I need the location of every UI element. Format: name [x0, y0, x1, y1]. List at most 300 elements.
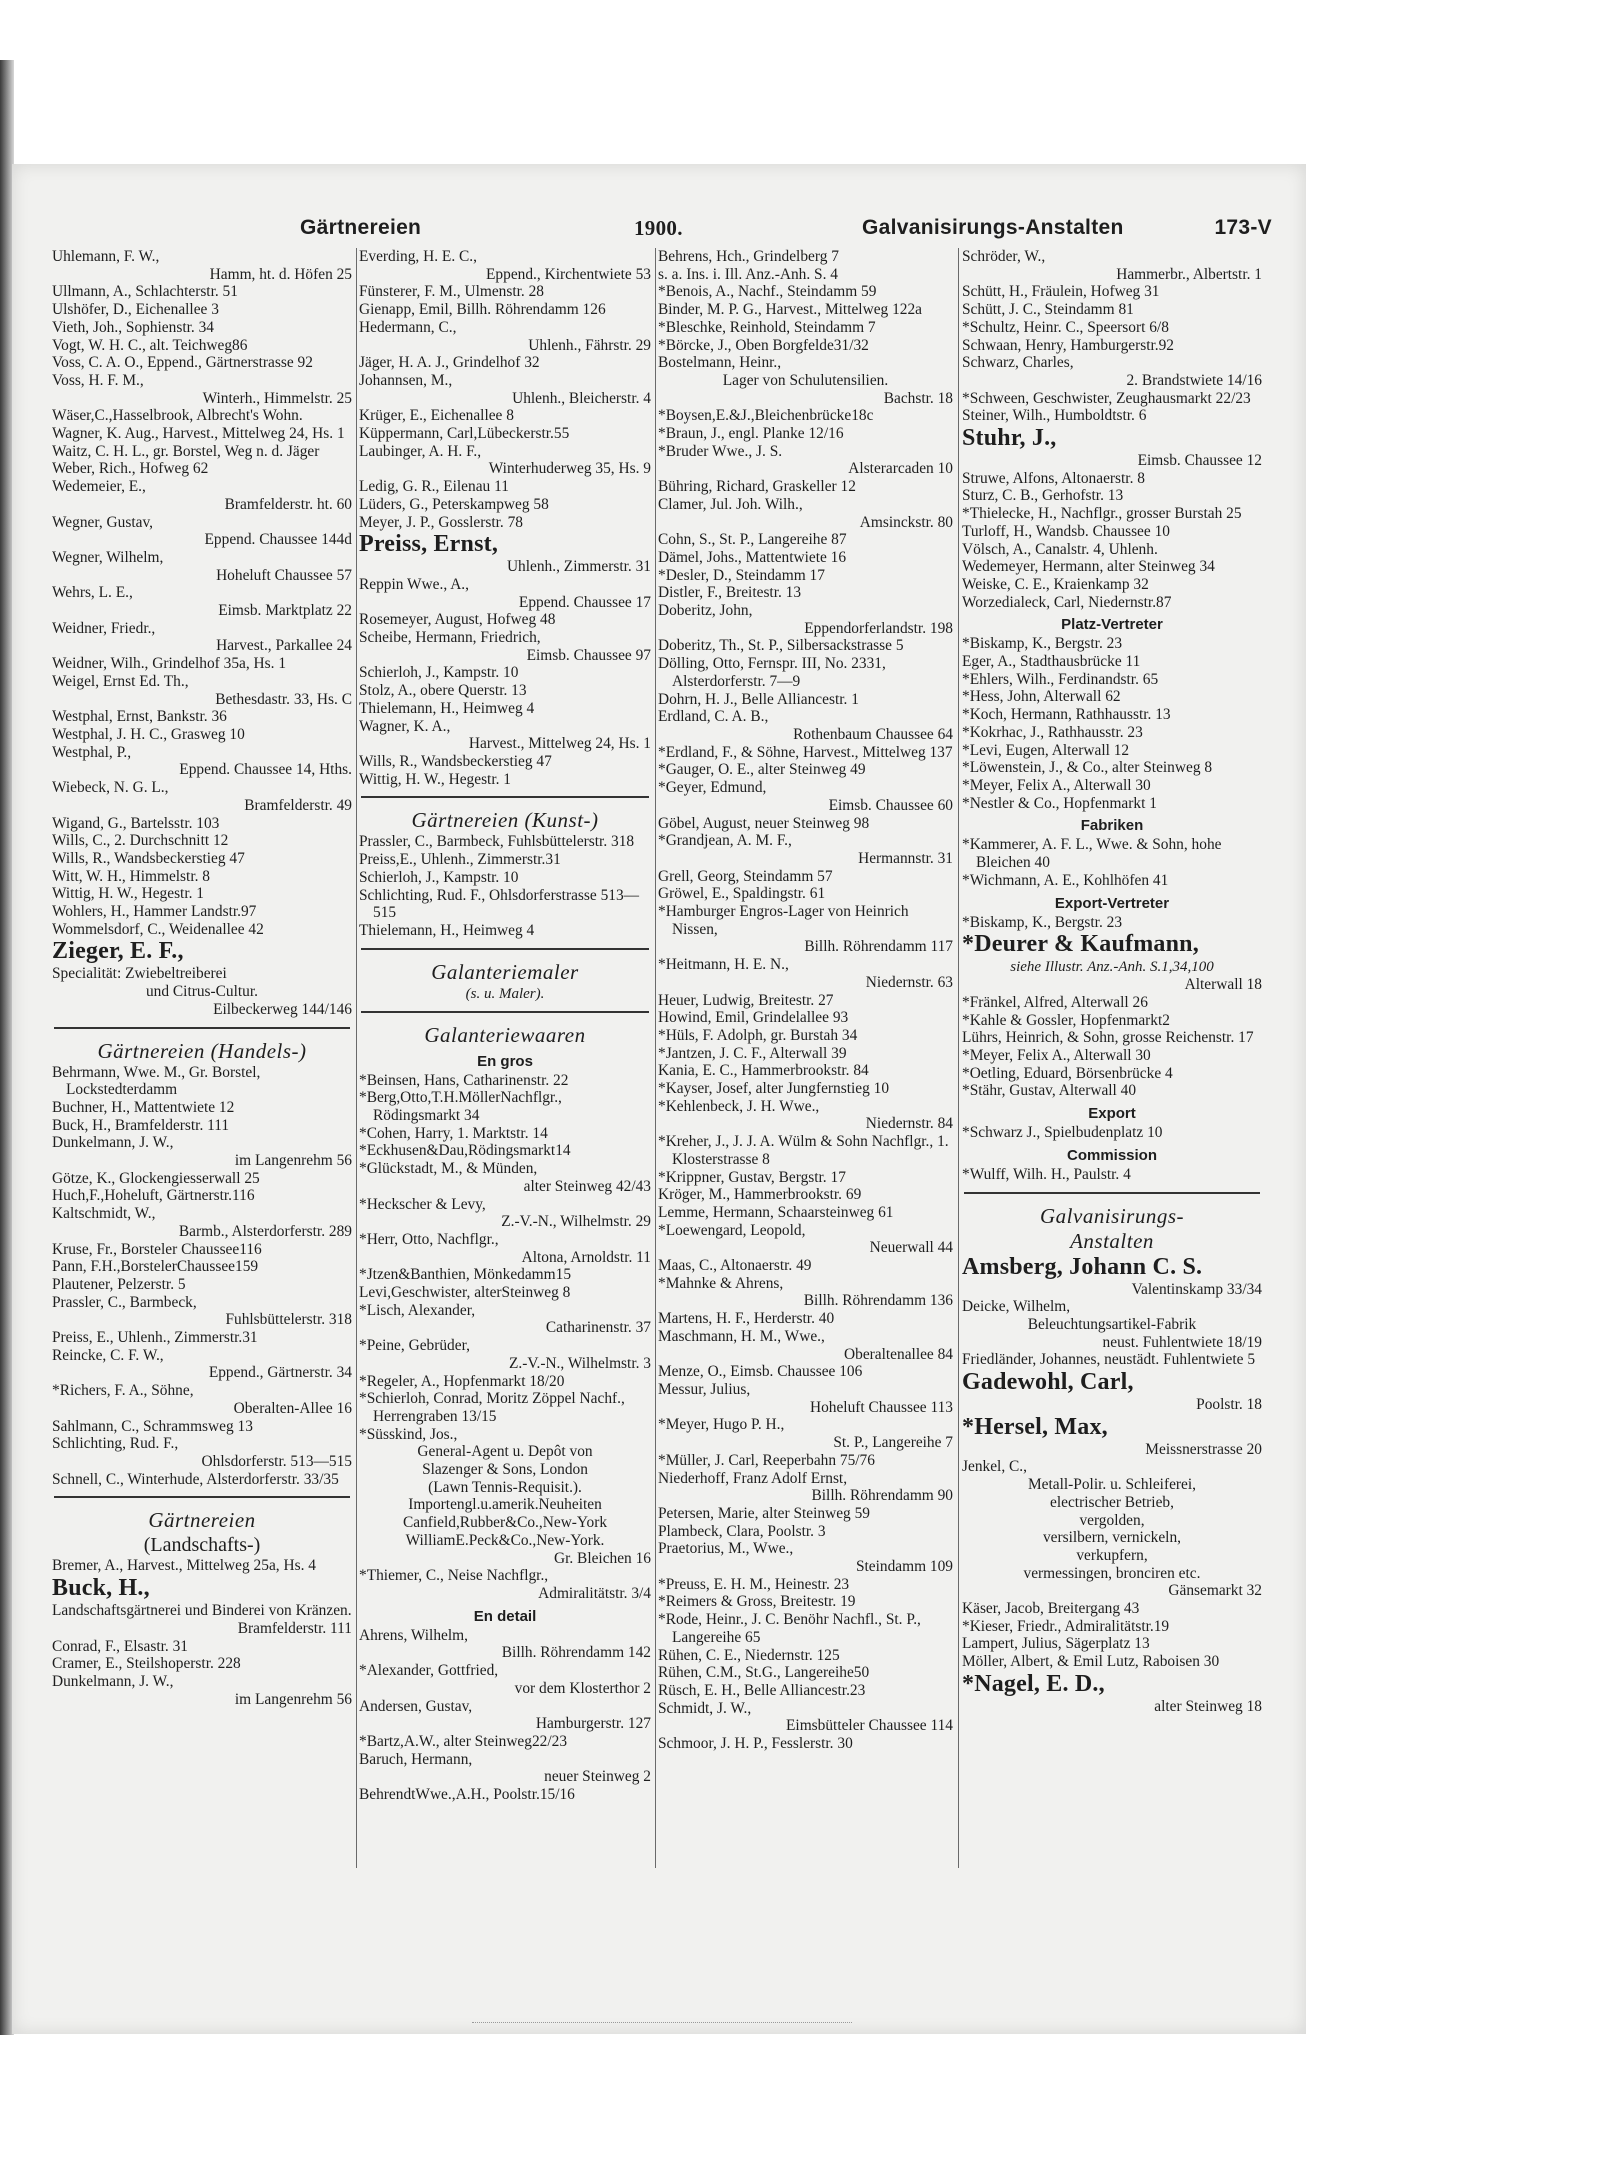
directory-entry [359, 1786, 651, 1804]
entry-continuation [962, 1547, 1262, 1565]
entry-text: Schlichting, Rud. F., Ohlsdorferstrasse 513—515 [359, 886, 640, 922]
entry-text: *Benois, A., Nachf., Steindamm 59 [658, 283, 877, 301]
entry-text: Martens, H. F., Herderstr. 40 [658, 1310, 835, 1328]
featured-entry [962, 1254, 1262, 1281]
directory-entry [359, 478, 651, 496]
entry-address: Eppend., Kirchentwiete 53 [486, 265, 651, 283]
directory-entry [359, 682, 651, 700]
directory-entry [359, 354, 651, 372]
section-rule [964, 1192, 1260, 1194]
directory-entry [359, 1390, 651, 1425]
column-rule [958, 248, 959, 1868]
category-heading [359, 1052, 651, 1072]
directory-entry [962, 1166, 1262, 1184]
entry-continuation [359, 1532, 651, 1550]
entry-address: Eimsb. Chaussee 12 [1137, 452, 1262, 470]
entry-text: Waitz, C. H. L., gr. Borstel, Weg n. d. Jäger [52, 442, 320, 460]
entry-text: electrischer Betrieb, [1050, 1493, 1174, 1511]
directory-entry [658, 1310, 953, 1328]
directory-entry [962, 1334, 1262, 1352]
entry-text: Stuhr, J., [962, 425, 1057, 452]
directory-entry [52, 1602, 352, 1637]
entry-text: Everding, H. E. C., [359, 248, 477, 265]
directory-entry [658, 815, 953, 833]
entry-text: Westphal, J. H. C., Grasweg 10 [52, 725, 245, 743]
directory-entry [359, 664, 651, 682]
entry-text: Galanteriemaler [431, 959, 579, 984]
entry-text: *Nagel, E. D., [962, 1670, 1105, 1697]
directory-entry [359, 1196, 651, 1231]
directory-entry [52, 885, 352, 903]
entry-address: Gänsemarkt 32 [1168, 1582, 1262, 1600]
entry-text: Anstalten [1070, 1228, 1154, 1253]
entry-address: Alterwall 18 [1184, 976, 1262, 994]
directory-entry [658, 1169, 953, 1187]
category-heading [962, 816, 1262, 836]
entry-text: Specialität: Zwiebeltreiberei [52, 965, 227, 983]
entry-text: Wagner, K. A., [359, 717, 451, 735]
entry-text: Buchner, H., Mattentwiete 12 [52, 1098, 235, 1116]
entry-address: vor dem Klosterthor 2 [514, 1679, 651, 1697]
entry-text: *Geyer, Edmund, [658, 779, 767, 797]
entry-continuation [359, 1479, 651, 1497]
entry-text: Amsberg, Johann C. S. [962, 1253, 1203, 1280]
directory-entry [359, 611, 651, 629]
entry-continuation [962, 1476, 1262, 1494]
entry-address: Billh. Röhrendamm 90 [811, 1487, 953, 1505]
entry-text: vermessingen, bronciren etc. [1023, 1564, 1201, 1582]
entry-text: Thielemann, H., Heimweg 4 [359, 921, 535, 939]
entry-address: Eimsbütteler Chaussee 114 [786, 1717, 953, 1735]
entry-continuation [359, 1461, 651, 1479]
entry-text: Dohrn, H. J., Belle Alliancestr. 1 [658, 690, 859, 708]
entry-text: Reincke, C. F. W., [52, 1346, 164, 1364]
entry-text: Witt, W. H., Himmelstr. 8 [52, 867, 210, 885]
entry-text: Canfield,Rubber&Co.,New-York [402, 1514, 608, 1532]
entry-text: Schnell, C., Winterhude, Alsterdorferstr. 33/35 [52, 1470, 339, 1488]
entry-address: Meissnerstrasse 20 [1145, 1440, 1262, 1458]
entry-text: *Kreher, J., J. J. A. Wülm & Sohn Nachflgr., 1. Klosterstrasse 8 [658, 1133, 949, 1168]
entry-text: *Cohen, Harry, 1. Marktstr. 14 [359, 1124, 548, 1142]
entry-text: Schierloh, J., Kampstr. 10 [359, 664, 519, 682]
entry-address: Alsterarcaden 10 [848, 460, 953, 478]
directory-entry [962, 1458, 1262, 1476]
directory-entry [658, 1540, 953, 1575]
directory-entry [359, 753, 651, 771]
entry-continuation [359, 1443, 651, 1461]
directory-entry [359, 407, 651, 425]
entry-text: *Loewengard, Leopold, [658, 1221, 806, 1239]
section-subheading [359, 985, 651, 1003]
entry-text: Ullmann, A., Schlachterstr. 51 [52, 283, 238, 301]
directory-entry [52, 1276, 352, 1294]
entry-address: Eimsb. Chaussee 97 [526, 646, 651, 664]
directory-entry [962, 1298, 1262, 1316]
entry-text: Rühen, C. E., Niedernstr. 125 [658, 1646, 840, 1664]
entry-text: *Börcke, J., Oben Borgfelde31/32 [658, 336, 869, 354]
entry-continuation [962, 1565, 1262, 1583]
directory-entry [359, 1266, 651, 1284]
entry-address: Rothenbaum Chaussee 64 [793, 725, 953, 743]
directory-entry [658, 319, 953, 337]
directory-entry [359, 1698, 651, 1733]
entry-text: Howind, Emil, Grindelallee 93 [658, 1009, 849, 1027]
entry-text: *Kehlenbeck, J. H. Wwe., [658, 1097, 820, 1115]
entry-text: Distler, F., Breitestr. 13 [658, 584, 802, 602]
entry-text: Bostelmann, Heinr., [658, 354, 782, 372]
entry-address: Neuerwall 44 [869, 1239, 953, 1257]
directory-entry [962, 872, 1262, 890]
entry-text: *Lisch, Alexander, [359, 1301, 476, 1319]
directory-entry [359, 851, 651, 869]
entry-text: *Bleschke, Reinhold, Steindamm 7 [658, 318, 876, 336]
directory-entry [52, 921, 352, 939]
entry-text: Weber, Rich., Hofweg 62 [52, 460, 209, 478]
entry-text: Heuer, Ludwig, Breitestr. 27 [658, 991, 834, 1009]
directory-entry [658, 1647, 953, 1665]
entry-text: Wehrs, L. E., [52, 584, 133, 602]
directory-entry [658, 478, 953, 496]
entry-text: Doberitz, Th., St. P., Silbersackstrasse 5 [658, 637, 904, 655]
directory-entry [52, 514, 352, 549]
directory-entry [359, 576, 651, 611]
section-heading [962, 1204, 1262, 1229]
entry-text: Jenkel, C., [962, 1458, 1027, 1476]
directory-entry [658, 602, 953, 637]
entry-continuation [658, 372, 953, 390]
entry-address: Z.-V.-N., Wilhelmstr. 3 [508, 1354, 651, 1372]
directory-entry [962, 1618, 1262, 1636]
section-heading [52, 1508, 352, 1533]
header-right-title: Galvanisirungs-Anstalten [862, 216, 1124, 239]
section-heading [962, 1229, 1262, 1254]
entry-continuation [962, 1512, 1262, 1530]
directory-entry [658, 1735, 953, 1753]
entry-address: Bramfelderstr. 49 [244, 796, 352, 814]
directory-entry [52, 407, 352, 425]
entry-text: Laubinger, A. H. F., [359, 442, 482, 460]
entry-text: *Koch, Hermann, Rathhausstr. 13 [962, 706, 1171, 724]
entry-text: Baruch, Hermann, [359, 1750, 473, 1768]
entry-text: *Glückstadt, M., & Münden, [359, 1160, 538, 1178]
directory-entry [962, 319, 1262, 337]
directory-entry [52, 478, 352, 513]
entry-text: Sturz, C. B., Gerhofstr. 13 [962, 487, 1124, 505]
entry-address: Bethesdastr. 33, Hs. C [215, 690, 352, 708]
entry-address: Eilbeckerweg 144/146 [213, 1000, 352, 1018]
entry-address: Harvest., Mittelweg 24, Hs. 1 [468, 735, 651, 753]
header-left-title: Gärtnereien [300, 216, 422, 239]
directory-entry [52, 903, 352, 921]
directory-entry [359, 1337, 651, 1372]
entry-text: Andersen, Gustav, [359, 1697, 473, 1715]
directory-entry [52, 1673, 352, 1708]
directory-entry [658, 1523, 953, 1541]
entry-address: Eppend. Chaussee 14, Hths. [179, 761, 352, 779]
entry-text: Wagner, K. Aug., Harvest., Mittelweg 24, Hs. 1 [52, 425, 345, 443]
entry-text: *Hersel, Max, [962, 1413, 1108, 1440]
entry-text: Küppermann, Carl,Lübeckerstr.55 [359, 425, 570, 443]
directory-entry [359, 869, 651, 887]
directory-entry [658, 1080, 953, 1098]
entry-text: *Bartz,A.W., alter Steinweg22/23 [359, 1732, 568, 1750]
entry-text: *Meyer, Felix A., Alterwall 30 [962, 1047, 1151, 1065]
directory-entry [658, 354, 953, 372]
directory-entry [359, 514, 651, 532]
entry-address: Z.-V.-N., Wilhelmstr. 29 [501, 1213, 651, 1231]
directory-entry [52, 779, 352, 814]
entry-address: Billh. Röhrendamm 117 [804, 938, 953, 956]
directory-entry [658, 1700, 953, 1735]
section-rule [361, 1011, 649, 1013]
directory-entry [52, 868, 352, 886]
entry-text: Lührs, Heinrich, & Sohn, grosse Reichenstr. 17 [962, 1029, 1254, 1047]
directory-entry [962, 390, 1262, 408]
directory-entry [962, 671, 1262, 689]
directory-entry [52, 1347, 352, 1382]
entry-text: Rüsch, E. H., Belle Alliancestr.23 [658, 1681, 866, 1699]
entry-text: En detail [473, 1607, 537, 1625]
entry-address: Fuhlsbüttelerstr. 318 [225, 1311, 352, 1329]
entry-text: Gärtnereien (Handels-) [97, 1038, 307, 1063]
entry-address: St. P., Langereihe 7 [833, 1434, 953, 1452]
entry-address: Eimsb. Chaussee 60 [828, 796, 953, 814]
entry-address: Poolstr. 18 [1196, 1396, 1262, 1414]
entry-text: Export-Vertreter [1054, 894, 1170, 912]
directory-entry [359, 718, 651, 753]
entry-text: Cohn, S., St. P., Langereihe 87 [658, 531, 847, 549]
directory-entry [658, 637, 953, 655]
directory-entry [658, 1222, 953, 1257]
section-heading [52, 1039, 352, 1064]
entry-text: Jäger, H. A. J., Grindelhof 32 [359, 354, 540, 372]
directory-entry [52, 1117, 352, 1135]
directory-entry [359, 443, 651, 478]
entry-text: *Rode, Heinr., J. C. Benöhr Nachfl., St. P., Langereihe 65 [658, 1611, 921, 1646]
directory-entry [962, 1281, 1262, 1299]
entry-text: Preiss,E., Uhlenh., Zimmerstr.31 [359, 851, 561, 869]
entry-text: WilliamE.Peck&Co.,New-York. [405, 1531, 605, 1549]
entry-continuation [962, 1494, 1262, 1512]
directory-entry [359, 1231, 651, 1266]
entry-text: *Boysen,E.&J.,Bleichenbrücke18c [658, 407, 874, 425]
directory-entry [658, 655, 953, 690]
entry-text: *Biskamp, K., Bergstr. 23 [962, 913, 1123, 931]
directory-entry [658, 1045, 953, 1063]
entry-text: Meyer, J. P., Gosslerstr. 78 [359, 513, 523, 531]
featured-entry [359, 531, 651, 558]
entry-address: Hoheluft Chaussee 57 [216, 566, 352, 584]
entry-text: *Beinsen, Hans, Catharinenstr. 22 [359, 1071, 569, 1089]
entry-text: *Nestler & Co., Hopfenmarkt 1 [962, 794, 1157, 812]
directory-entry [658, 1027, 953, 1045]
directory-entry [52, 655, 352, 673]
entry-text: Turloff, H., Wandsb. Chaussee 10 [962, 522, 1170, 540]
entry-text: Hedermann, C., [359, 318, 457, 336]
directory-entry [962, 1124, 1262, 1142]
directory-entry [52, 1471, 352, 1489]
directory-entry [962, 1600, 1262, 1618]
entry-text: Götze, K., Glockengiesserwall 25 [52, 1169, 260, 1187]
directory-entry [962, 523, 1262, 541]
entry-text: Steiner, Wilh., Humboldtstr. 6 [962, 407, 1147, 425]
directory-entry [962, 1698, 1262, 1716]
category-heading [962, 1146, 1262, 1166]
entry-address: Steindamm 109 [855, 1558, 953, 1576]
directory-entry [359, 700, 651, 718]
directory-entry [52, 744, 352, 779]
entry-text: Behrmann, Wwe. M., Gr. Borstel, Lockstedterdamm [52, 1063, 261, 1099]
directory-entry [962, 759, 1262, 777]
directory-entry [359, 922, 651, 940]
directory-entry [52, 1099, 352, 1117]
column-1 [52, 248, 352, 2008]
entry-text: Johannsen, M., [359, 371, 453, 389]
entry-text: Beleuchtungsartikel-Fabrik [1027, 1315, 1197, 1333]
entry-text: Schütt, H., Fräulein, Hofweg 31 [962, 283, 1160, 301]
directory-entry [658, 1257, 953, 1275]
directory-entry [658, 1611, 953, 1646]
entry-text: Voss, C. A. O., Eppend., Gärtnerstrasse 92 [52, 354, 313, 372]
entry-text: und Citrus-Cultur. [145, 983, 259, 1001]
featured-entry [962, 1414, 1262, 1441]
directory-entry [962, 354, 1262, 389]
directory-entry [962, 1065, 1262, 1083]
entry-text: Lampert, Julius, Sägerplatz 13 [962, 1635, 1150, 1653]
directory-entry [52, 1205, 352, 1240]
entry-text: *Süsskind, Jos., [359, 1425, 458, 1443]
entry-address: Eppend. Chaussee 17 [518, 593, 651, 611]
entry-address: Winterh., Himmelstr. 25 [202, 389, 352, 407]
directory-entry [359, 1567, 651, 1602]
entry-text: Friedländer, Johannes, neustädt. Fuhlentwiete 5 [962, 1351, 1256, 1369]
entry-text: Gienapp, Emil, Billh. Röhrendamm 126 [359, 301, 606, 319]
entry-text: vergolden, [1079, 1511, 1145, 1529]
entry-continuation [359, 1496, 651, 1514]
entry-text: *Schwarz J., Spielbudenplatz 10 [962, 1124, 1163, 1142]
directory-entry [52, 832, 352, 850]
directory-entry [658, 549, 953, 567]
directory-entry [962, 452, 1262, 470]
directory-entry [52, 1064, 352, 1099]
directory-entry [658, 407, 953, 425]
directory-entry [962, 594, 1262, 612]
entry-text: *Oetling, Eduard, Börsenbrücke 4 [962, 1064, 1173, 1082]
directory-entry [658, 301, 953, 319]
entry-text: (s. u. Maler). [465, 985, 545, 1002]
entry-text: *Berg,Otto,T.H.MöllerNachflgr., Rödingsmarkt 34 [359, 1089, 562, 1125]
entry-text: Prassler, C., Barmbeck, Fuhlsbüttelerstr. 318 [359, 833, 635, 851]
entry-text: Niederhoff, Franz Adolf Ernst, [658, 1469, 848, 1487]
directory-entry [52, 965, 352, 983]
entry-address: Eimsb. Marktplatz 22 [218, 602, 352, 620]
entry-text: Menze, O., Eimsb. Chaussee 106 [658, 1363, 863, 1381]
entry-text: Galvanisirungs- [1040, 1203, 1184, 1228]
directory-entry [658, 1062, 953, 1080]
entry-text: Kania, E. C., Hammerbrookstr. 84 [658, 1062, 869, 1080]
entry-text: Deicke, Wilhelm, [962, 1298, 1071, 1316]
directory-entry [658, 567, 953, 585]
entry-address: Uhlenh., Bleicherstr. 4 [512, 389, 651, 407]
entry-text: En gros [477, 1052, 533, 1070]
entry-text: *Heckscher & Levy, [359, 1195, 486, 1213]
directory-entry [962, 724, 1262, 742]
directory-entry [52, 1258, 352, 1276]
entry-address: Niedernstr. 63 [865, 973, 953, 991]
directory-entry [658, 885, 953, 903]
entry-text: Wegner, Gustav, [52, 513, 153, 531]
entry-address: Eppendorferlandstr. 198 [804, 619, 953, 637]
entry-text: Worzedialeck, Carl, Niedernstr.87 [962, 593, 1172, 611]
entry-address: Billh. Röhrendamm 142 [501, 1644, 651, 1662]
section-rule [54, 1027, 350, 1029]
directory-entry [52, 1170, 352, 1188]
directory-entry [52, 708, 352, 726]
directory-entry [658, 691, 953, 709]
entry-text: Wittig, H. W., Hegestr. 1 [52, 885, 204, 903]
entry-text: Völsch, A., Canalstr. 4, Uhlenh. [962, 540, 1158, 558]
section-subheading [52, 1533, 352, 1557]
entry-text: *Gauger, O. E., alter Steinweg 49 [658, 761, 866, 779]
directory-entry [52, 1638, 352, 1656]
entry-text: *Richers, F. A., Söhne, [52, 1382, 194, 1400]
entry-text: Wiebeck, N. G. L., [52, 779, 169, 797]
directory-entry [658, 1098, 953, 1133]
entry-text: *Deurer & Kaufmann, [962, 931, 1199, 958]
directory-entry [658, 1363, 953, 1381]
entry-text: *Erdland, F., & Söhne, Harvest., Mittelweg 137 [658, 743, 953, 761]
directory-entry [962, 706, 1262, 724]
directory-entry [359, 1733, 651, 1751]
entry-text: Petersen, Marie, alter Steinweg 59 [658, 1504, 870, 1522]
entry-text: Westphal, Ernst, Bankstr. 36 [52, 708, 227, 726]
directory-entry [658, 1009, 953, 1027]
entry-text: Conrad, F., Elsastr. 31 [52, 1637, 188, 1655]
entry-text: *Stähr, Gustav, Alterwall 40 [962, 1082, 1137, 1100]
entry-address: Ohlsdorferstr. 513—515 [201, 1453, 352, 1470]
category-heading [962, 894, 1262, 914]
directory-entry [359, 558, 651, 576]
entry-text: Doberitz, John, [658, 602, 753, 620]
column-rule [356, 248, 357, 1868]
directory-entry [658, 584, 953, 602]
featured-entry [52, 1575, 352, 1602]
entry-text: *Levi, Eugen, Alterwall 12 [962, 741, 1130, 759]
directory-entry [359, 1302, 651, 1337]
entry-text: Levi,Geschwister, alterSteinweg 8 [359, 1284, 571, 1302]
entry-text: *Meyer, Felix A., Alterwall 30 [962, 776, 1151, 794]
entry-text: Wohlers, H., Hammer Landstr.97 [52, 903, 257, 921]
directory-entry [962, 688, 1262, 706]
directory-entry [658, 868, 953, 886]
entry-text: Wills, R., Wandsbeckerstieg 47 [52, 849, 245, 867]
entry-text: Behrens, Hch., Grindelberg 7 [658, 248, 839, 265]
entry-text: Weiske, C. E., Kraienkamp 32 [962, 575, 1149, 593]
category-heading [359, 1607, 651, 1627]
directory-entry [962, 487, 1262, 505]
directory-entry [359, 425, 651, 443]
entry-address: Valentinskamp 33/34 [1131, 1280, 1262, 1298]
entry-text: Ulshöfer, D., Eichenallee 3 [52, 301, 219, 319]
featured-entry [52, 938, 352, 965]
column-rule [655, 248, 656, 1868]
entry-text: Gadewohl, Carl, [962, 1369, 1134, 1396]
entry-text: (Landschafts-) [143, 1534, 261, 1557]
directory-entry [359, 629, 651, 664]
directory-entry [52, 850, 352, 868]
entry-text: Metall-Polir. u. Schleiferei, [1028, 1476, 1196, 1494]
entry-text: Schütt, J. C., Steindamm 81 [962, 301, 1134, 319]
